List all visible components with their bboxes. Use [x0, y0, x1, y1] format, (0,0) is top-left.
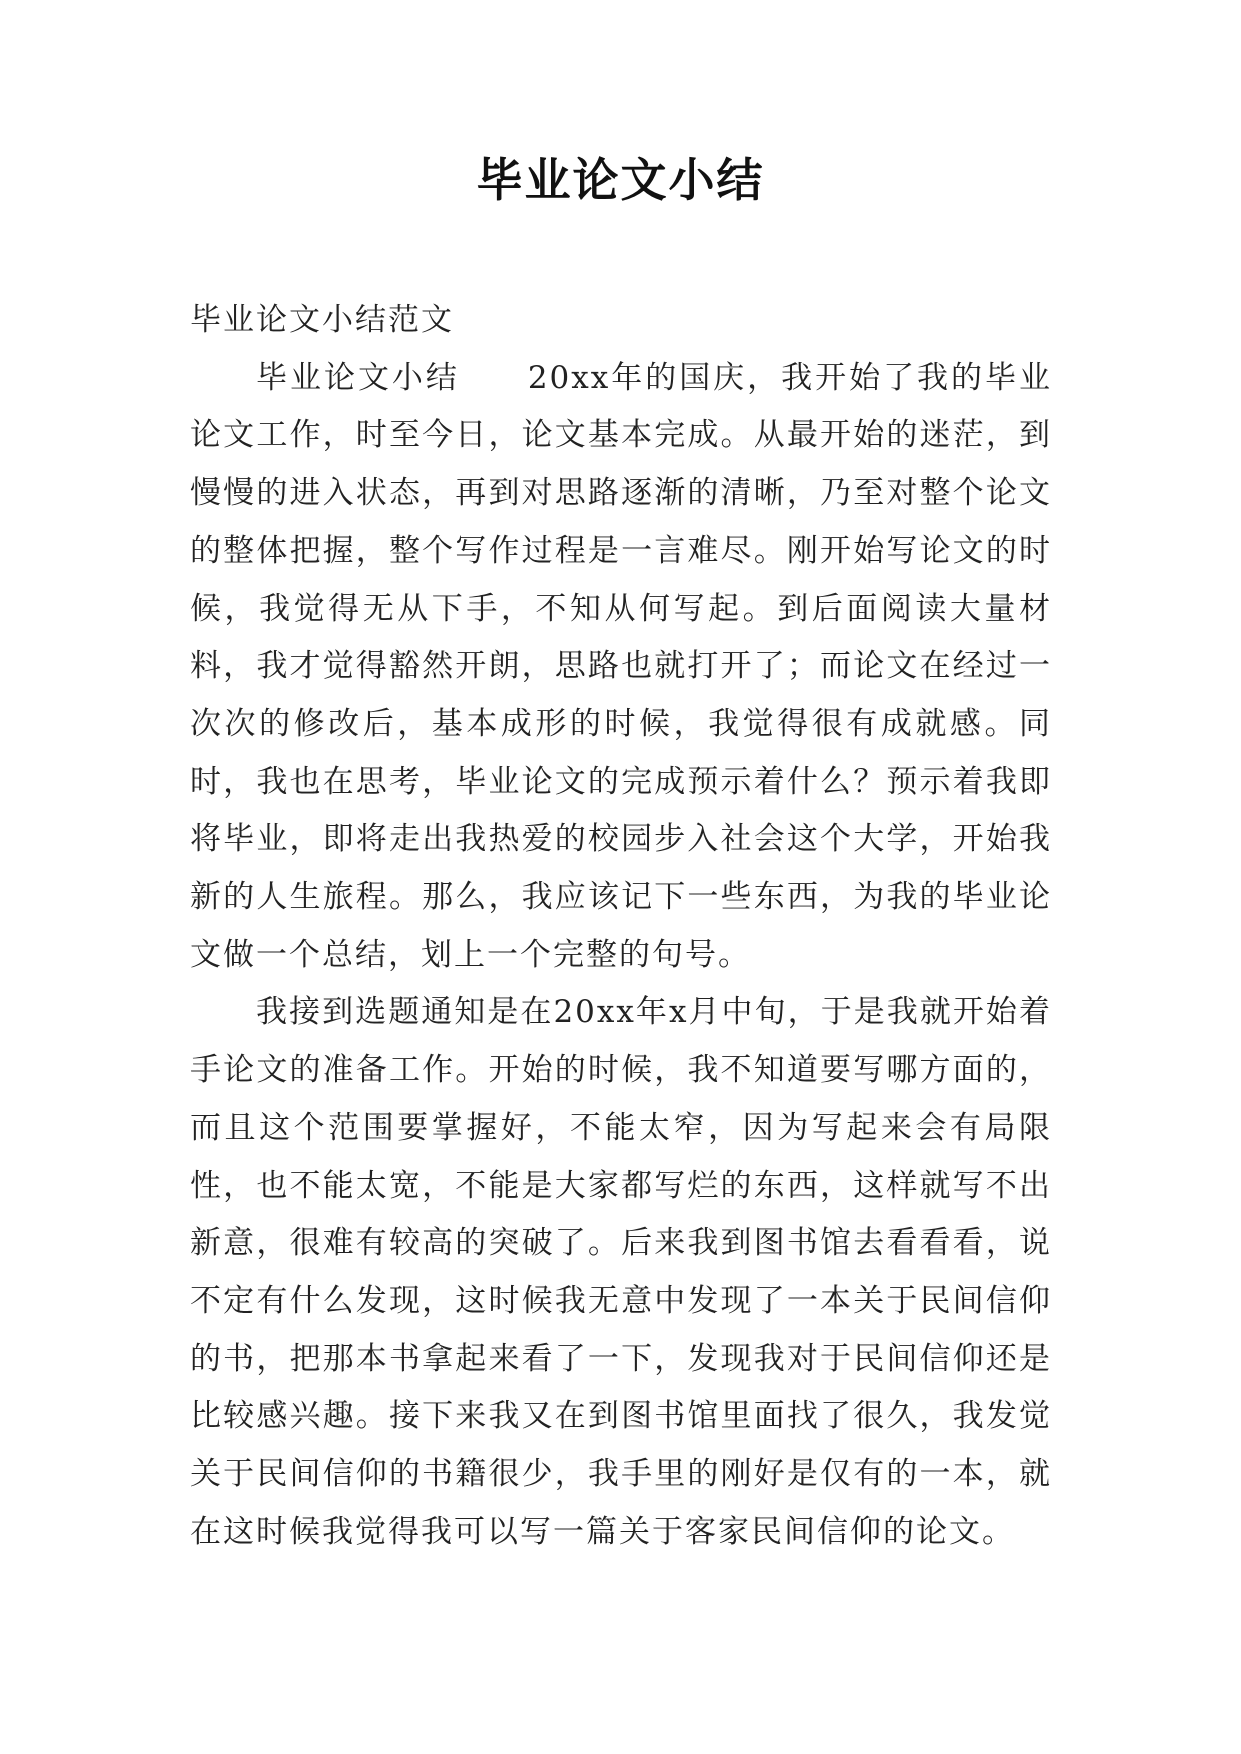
paragraph-2: 我接到选题通知是在20xx年x月中旬，于是我就开始着手论文的准备工作。开始的时候，我不知道要写哪方面的，而且这个范围要掌握好，不能太窄，因为写起来会有局限性，也不能太宽，不能是大家都写烂的东西，这样就写不出新意，很难有较高的突破了。后来我到图书馆去看看看，说不定有什么发现，这时候我无意中发现了一本关于民间信仰的书，把那本书拿起来看了一下，发现我对于民间信仰还是比较感兴趣。接下来我又在到图书馆里面找了很久，我发觉关于民间信仰的书籍很少，我手里的刚好是仅有的一本，就在这时候我觉得我可以写一篇关于客家民间信仰的论文。 [190, 994, 1052, 1550]
document-body [190, 292, 1052, 1561]
page-title: 毕业论文小结 [476, 153, 765, 207]
document-subtitle: 毕业论文小结范文 [190, 302, 454, 338]
paragraph-1: 毕业论文小结 20xx年的国庆，我开始了我的毕业论文工作，时至今日，论文基本完成。从最开始的迷茫，到慢慢的进入状态，再到对思路逐渐的清晰，乃至对整个论文的整体把握，整个写作过程是一言难尽。刚开始写论文的时候，我觉得无从下手，不知从何写起。到后面阅读大量材料，我才觉得豁然开朗，思路也就打开了；而论文在经过一次次的修改后，基本成形的时候，我觉得很有成就感。同时，我也在思考，毕业论文的完成预示着什么？预示着我即将毕业，即将走出我热爱的校园步入社会这个大学，开始我新的人生旅程。那么，我应该记下一些东西，为我的毕业论文做一个总结，划上一个完整的句号。 [190, 359, 1052, 973]
